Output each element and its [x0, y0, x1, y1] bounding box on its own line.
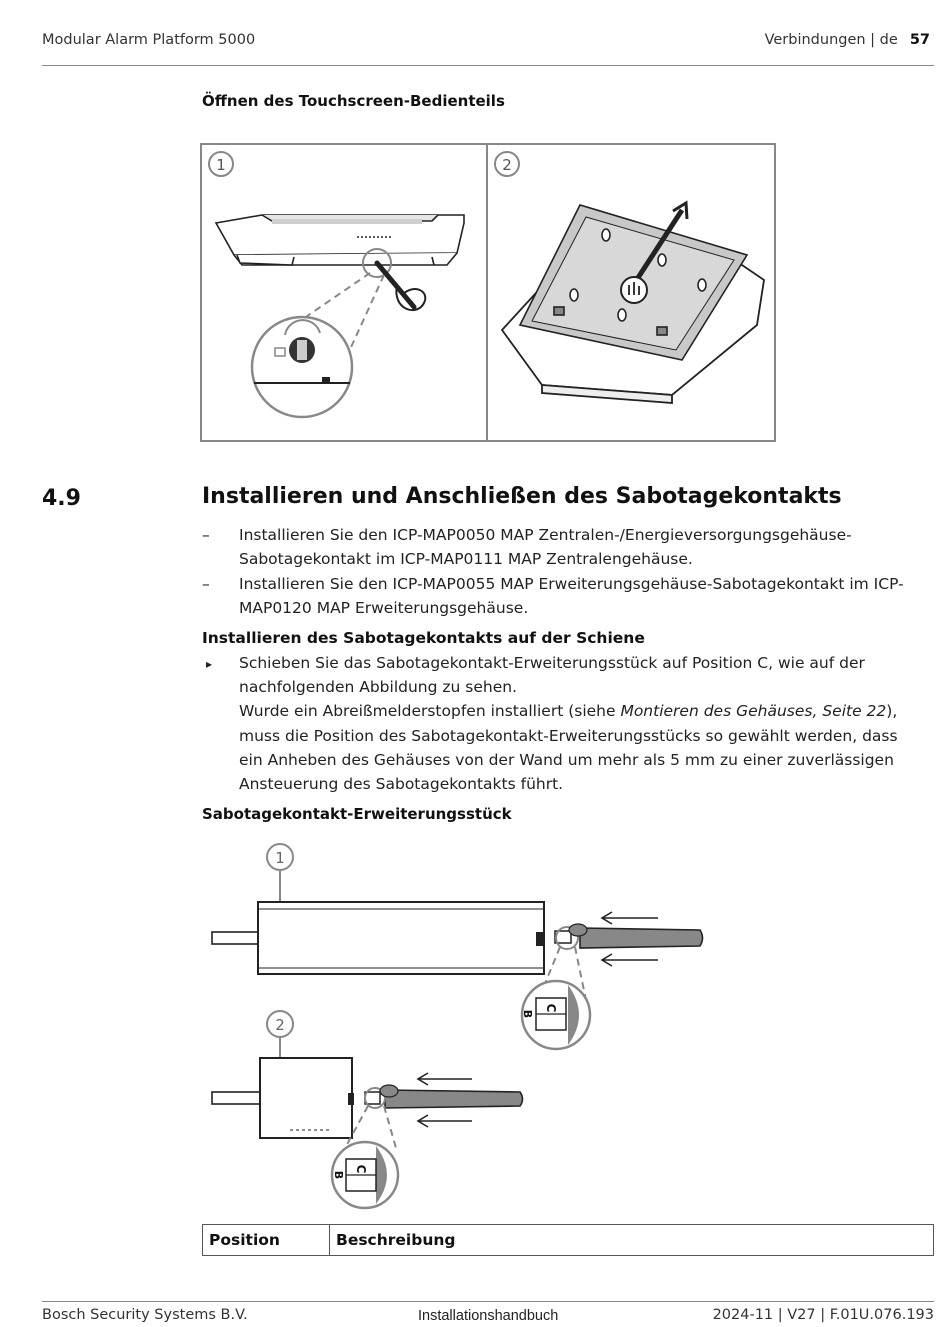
figure1-illustration: [202, 145, 774, 440]
svg-text:2: 2: [275, 1016, 285, 1034]
subheading: Installieren des Sabotagekontakts auf der Schiene: [202, 629, 645, 647]
small-enclosure: [212, 1058, 354, 1138]
svg-text:B: B: [332, 1170, 345, 1180]
step-arrow-icon: ▸: [206, 657, 213, 671]
svg-text:C: C: [354, 1164, 368, 1174]
tamper-rail-2: [365, 1085, 523, 1108]
position-table: [202, 1224, 934, 1256]
step-note: Wurde ein Abreißmelderstopfen installiert (siehe Montieren des Gehäuses, Seite 22), muss die Position des Sabotagekontakt-Erweiterungsstücks so gewählt werden, dass ein Anheben des Gehäuses von der Wand um mehr als 5 mm zu einer zuverlässigen Ansteuerung des Sabotagekontakts führt.: [239, 702, 898, 794]
panel1-marker: [209, 152, 233, 176]
bullet-item: [202, 572, 922, 620]
bullet-dash: –: [202, 526, 210, 544]
figure1-caption: Öffnen des Touchscreen-Bedienteils: [202, 92, 505, 110]
table-header-row: [203, 1225, 934, 1256]
header-section-page: [765, 32, 930, 48]
section-number: 4.9: [42, 486, 81, 511]
bullet-text: Installieren Sie den ICP-MAP0055 MAP Erweiterungsgehäuse-Sabotagekontakt im ICP-MAP0120 MAP Erweiterungsgehäuse.: [239, 575, 904, 618]
page-number: 57: [909, 32, 930, 48]
large-enclosure: [212, 902, 544, 974]
touchscreen-device: [216, 215, 464, 265]
footer-version: 2024-11 | V27 | F.01U.076.193: [712, 1307, 934, 1323]
footer-company: Bosch Security Systems B.V.: [42, 1307, 248, 1323]
step-item: [202, 651, 922, 796]
panel2-marker: [495, 152, 519, 176]
figure1-frame: [200, 143, 776, 442]
bullet-item: [202, 523, 922, 571]
figure2-illustration: [200, 830, 720, 1220]
header-product: Modular Alarm Platform 5000: [42, 32, 256, 48]
cross-reference-link[interactable]: Montieren des Gehäuses, Seite 22: [620, 702, 887, 721]
svg-text:2: 2: [502, 156, 512, 174]
footer-rule: [42, 1301, 934, 1302]
header-rule: [42, 65, 934, 66]
tamper-rail-1: [555, 924, 703, 949]
svg-text:1: 1: [216, 156, 226, 174]
svg-text:B: B: [521, 1009, 534, 1019]
svg-text:C: C: [544, 1003, 558, 1013]
bullet-dash: –: [202, 575, 210, 593]
header-section-lang: Verbindungen | de: [764, 32, 898, 48]
step-text: Schieben Sie das Sabotagekontakt-Erweiterungsstück auf Position C, wie auf der nachfolgenden Abbildung zu sehen.: [239, 654, 865, 697]
svg-text:1: 1: [275, 849, 285, 867]
table-header-position: Position: [203, 1225, 330, 1256]
bullet-text: Installieren Sie den ICP-MAP0050 MAP Zentralen-/Energieversorgungsgehäuse-Sabotagekontakt im ICP-MAP0111 MAP Zentralengehäuse.: [239, 526, 852, 569]
footer-doc-type: Installationshandbuch: [418, 1308, 559, 1324]
zoom-lock: [252, 273, 384, 417]
table-header-description: Beschreibung: [330, 1225, 934, 1256]
section-title: Installieren und Anschließen des Sabotagekontakts: [202, 484, 842, 509]
figure2-caption: Sabotagekontakt-Erweiterungsstück: [202, 805, 512, 823]
